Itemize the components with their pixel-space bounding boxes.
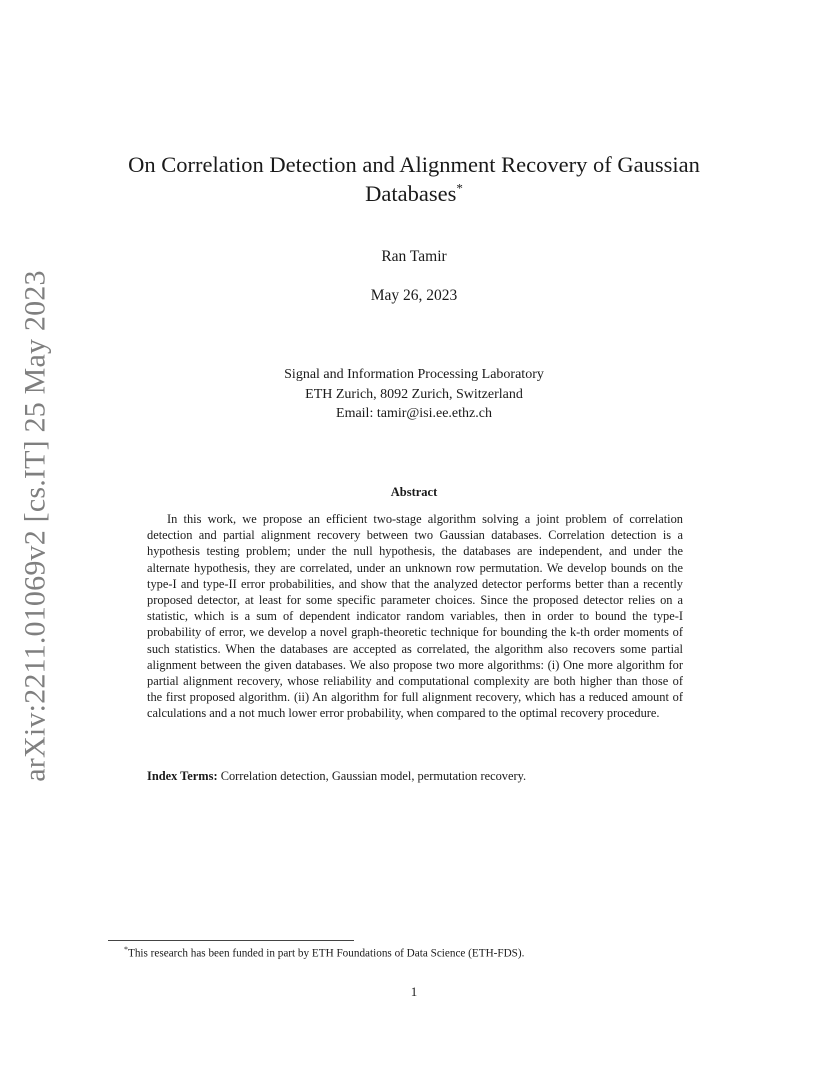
affiliation-address: ETH Zurich, 8092 Zurich, Switzerland (305, 386, 523, 402)
title-line-2: Databases (365, 181, 457, 206)
title-line-1: On Correlation Detection and Alignment Recovery of Gaussian (128, 152, 700, 177)
footnote-text: This research has been funded in part by ETH Foundations of Data Science (ETH-FDS). (128, 947, 525, 960)
arxiv-watermark (14, 270, 58, 782)
abstract-body: In this work, we propose an efficient two-stage algorithm solving a joint problem of correlation detection and partial alignment recovery between two Gaussian databases. Correlation detection is a hypothesis testing problem; under the null hypothesis, the databases are independent, and under the alternate hypothesis, they are correlated, under an unknown row permutation. We develop bounds on the type-I and type-II error probabilities, and show that the analyzed detector performs better than a recently proposed detector, at least for some specific parameter choices. Since the proposed detector relies on a statistic, which is a sum of dependent indicator random variables, then in order to bound the type-I probability of error, we develop a novel graph-theoretic technique for bounding the k-th order moments of such statistics. When the databases are accepted as correlated, the algorithm also recovers some partial alignment between the given databases. We also propose two more algorithms: (i) One more algorithm for partial alignment recovery, whose reliability and computational complexity are both higher than those of the first proposed algorithm. (ii) An algorithm for full alignment recovery, which has a reduced amount of calculations and a not much lower error probability, when compared to the optimal recovery procedure. (147, 512, 683, 721)
affiliation-lab: Signal and Information Processing Laboratory (284, 367, 544, 382)
affiliation-email: Email: tamir@isi.ee.ethz.ch (336, 406, 492, 421)
arxiv-identifier: arXiv:2211.01069v2 [cs.IT] 25 May 2023 (19, 270, 52, 782)
affiliation-block (0, 365, 828, 424)
index-terms (147, 768, 683, 784)
footnote (124, 945, 724, 960)
abstract-heading: Abstract (390, 485, 438, 499)
index-terms-label: Index Terms: (147, 769, 218, 783)
title-footnote-marker: * (456, 180, 463, 196)
publication-date: May 26, 2023 (370, 287, 458, 304)
author-name: Ran Tamir (381, 248, 447, 265)
footnote-marker: * (124, 945, 128, 954)
footnote-divider (108, 940, 354, 941)
index-terms-text: Correlation detection, Gaussian model, permutation recovery. (220, 769, 527, 783)
page-number: 1 (410, 984, 418, 999)
paper-title (100, 150, 728, 208)
